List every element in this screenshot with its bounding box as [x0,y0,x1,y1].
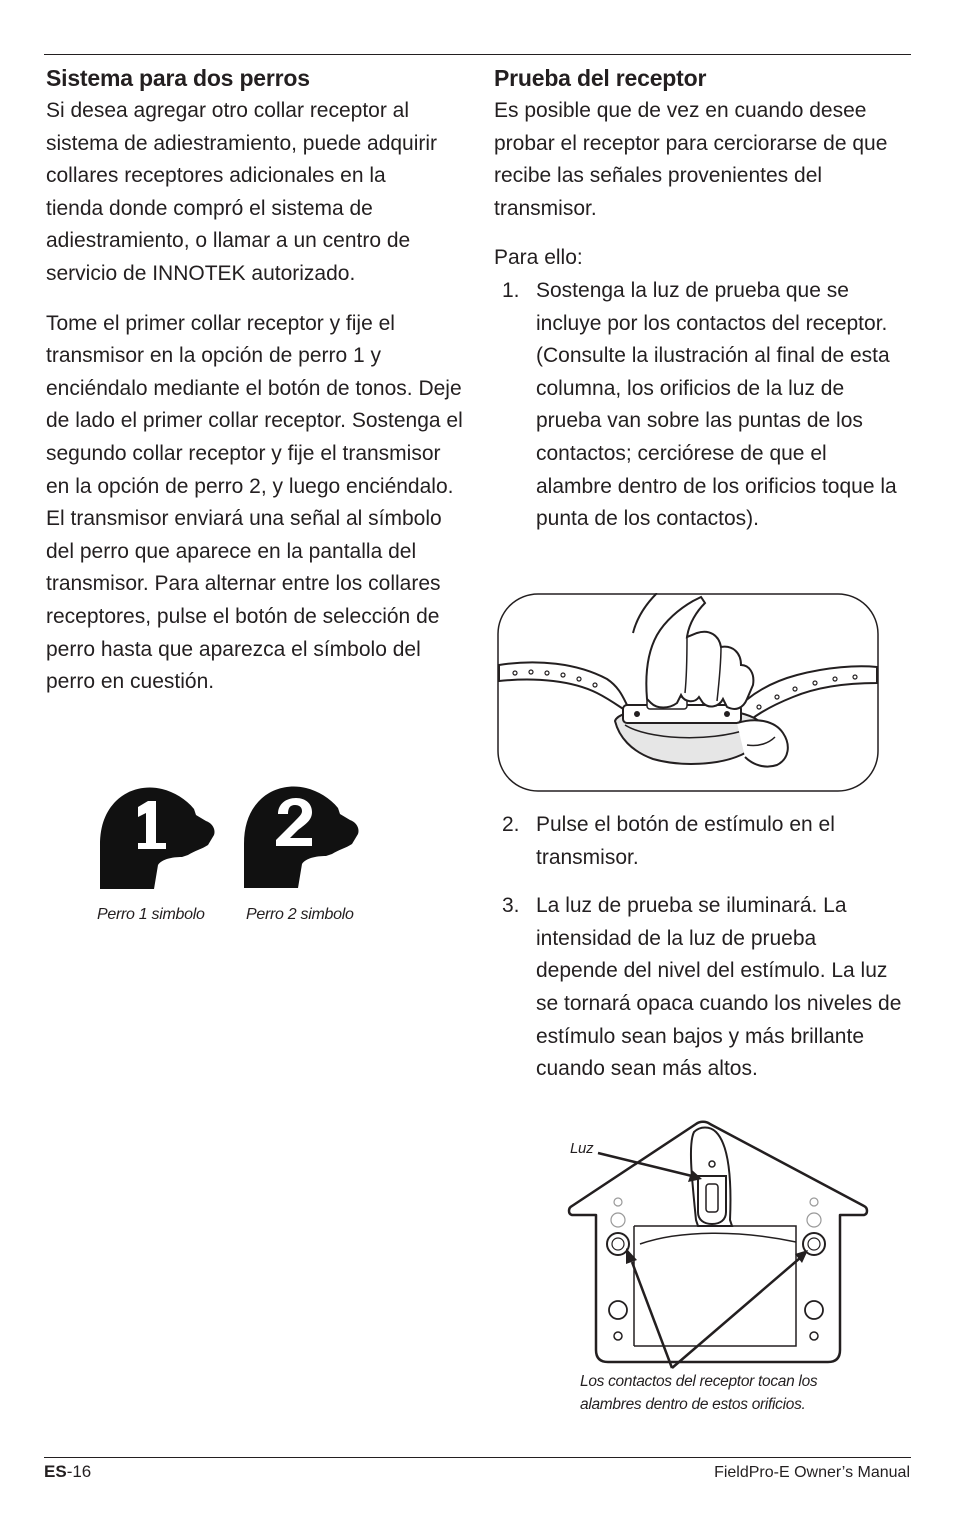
step-text: Pulse el botón de estímulo en el transmisor. [536,813,835,869]
contacts-caption-line-1: Los contactos del receptor tocan los [580,1373,818,1390]
top-rule [44,54,911,55]
section-heading-receiver-test: Prueba del receptor [494,65,707,91]
step-number: 3. [502,894,520,918]
dog-1-symbol-icon [98,785,220,891]
language-code: ES [44,1462,67,1481]
page-number-value: -16 [66,1462,92,1481]
step-number: 1. [502,278,520,302]
paragraph-add-collar: Si desea agregar otro collar receptor al sistema de adiestramiento, puede adquirir collares receptores adicionales en la tienda donde compró el sistema de adiestramiento, o llamar a un centro de servicio de INNOTEK autorizado. [46,99,438,285]
right-column-steps-continued [494,809,910,1086]
steps-list-continued [494,809,910,1086]
manual-title: FieldPro-E Owner’s Manual [714,1464,910,1481]
dog-2-symbol-icon [242,784,364,890]
step-number: 2. [502,813,520,836]
dog-2-caption: Perro 2 simbolo [246,906,354,923]
step-item [494,275,902,536]
paragraph-setup-instructions: Tome el primer collar receptor y fije el transmisor en la opción de perro 1 y enciéndalo mediante el botón de tonos. Deje de lado el primer collar receptor. Sostenga el segundo collar receptor y fije el transmisor en la opción de perro 2, y luego enciéndalo. El transmisor enviará una señal al símbolo del perro que aparece en la pantalla del transmisor. Para alternar entre los collares receptores, pulse el botón de selección de perro hasta que aparezca el símbolo del perro en cuestión. [46,311,463,694]
steps-list [494,275,910,536]
step-item [494,809,902,874]
test-light-hand-illustration [497,593,879,792]
step-text: La luz de prueba se iluminará. La intensidad de la luz de prueba depende del nivel del estímulo. La luz se tornará opaca cuando los niveles de estímulo sean bajos y más brillante cuando sean más altos. [536,894,902,1081]
right-column [494,63,910,536]
section-heading-two-dog-system: Sistema para dos perros [46,65,310,91]
bottom-rule [44,1457,911,1458]
light-label: Luz [570,1140,594,1157]
step-text: Sostenga la luz de prueba que se incluye por los contactos del receptor. (Consulte la ilustración al final de esta columna, los orificios de la luz de prueba van sobre las puntas de los contactos; cerciórese de que el alambre dentro de los orificios toque la punta de los contactos). [536,278,897,531]
left-column [46,63,466,699]
page-number [44,1462,91,1482]
dog-1-caption: Perro 1 simbolo [97,906,205,923]
step-item [494,890,902,1086]
paragraph-intro: Es posible que de vez en cuando desee probar el receptor para cerciorarse de que recibe las señales provenientes del transmisor. [494,99,888,220]
contacts-caption-line-2: alambres dentro de estos orificios. [580,1396,806,1413]
paragraph-lead: Para ello: [494,246,583,270]
test-light-diagram [560,1120,870,1380]
